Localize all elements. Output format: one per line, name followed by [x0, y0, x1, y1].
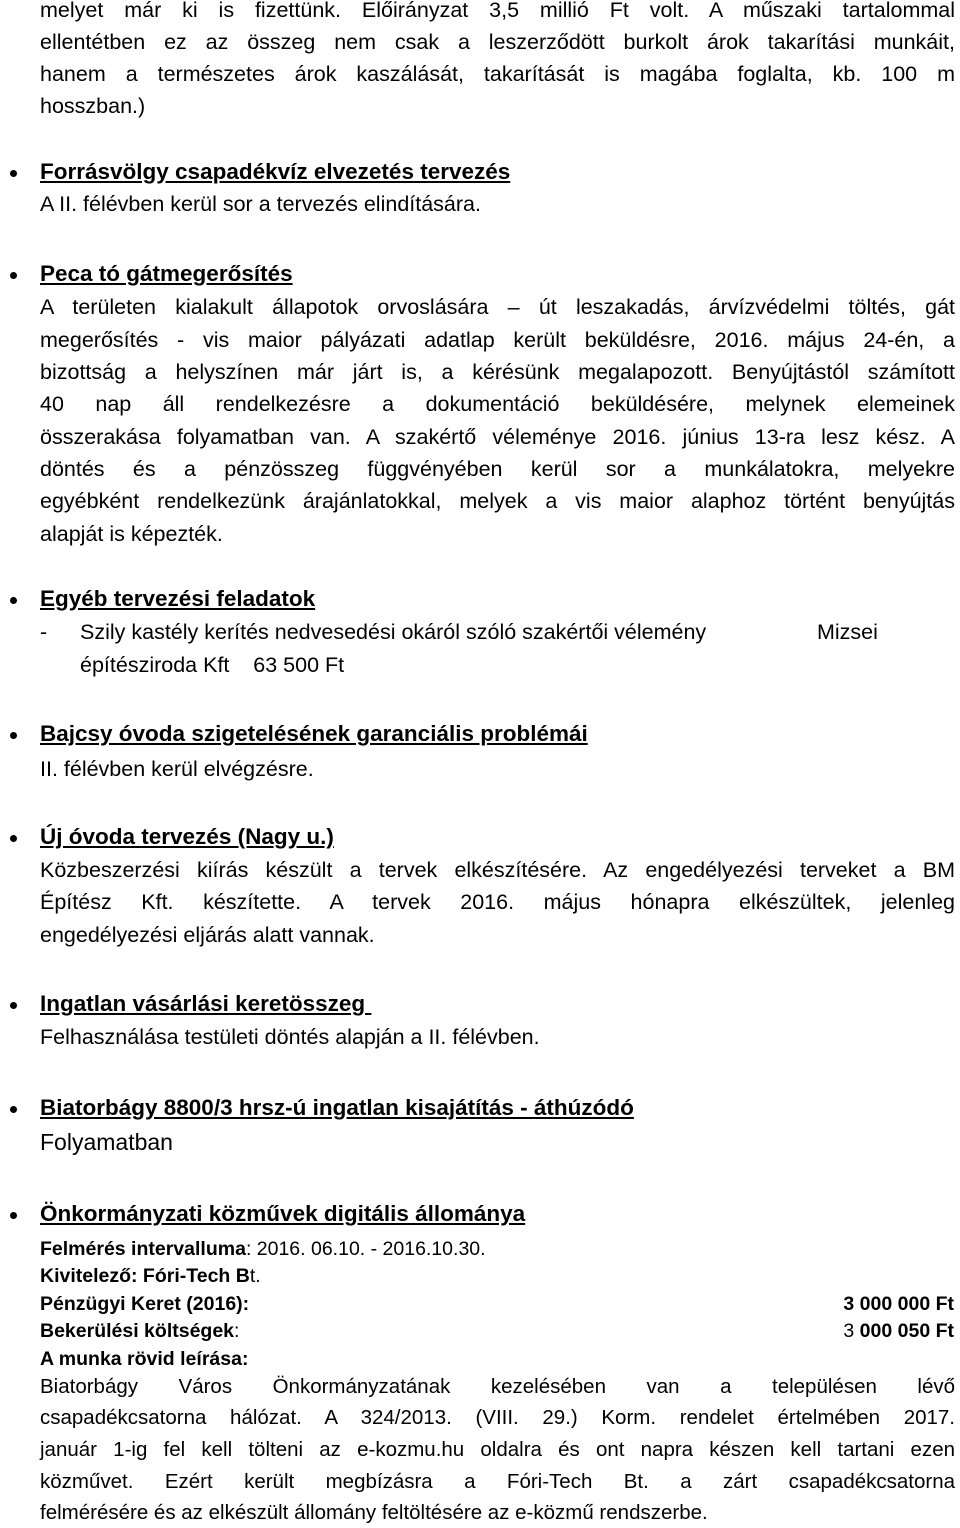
- section-title-uj-ovoda: Új óvoda tervezés (Nagy u.): [40, 824, 334, 849]
- bullet-icon: [10, 597, 17, 604]
- bullet-icon: [10, 170, 17, 177]
- intro-line-3: hanem a természetes árok kaszálását, takarítását is magába foglalta, kb. 100 m: [40, 62, 955, 86]
- bullet-icon: [10, 1212, 17, 1219]
- section-text: 40 nap áll rendelkezésre a dokumentáció beküldésére, melynek elemeinek: [40, 392, 955, 416]
- list-dash: -: [40, 620, 48, 644]
- bullet-icon: [10, 1106, 17, 1113]
- list-item-line2: építésziroda Kft 63 500 Ft: [80, 653, 345, 677]
- section-text: A területen kialakult állapotok orvoslására – út leszakadás, árvízvédelmi töltés, gát: [40, 295, 955, 319]
- desc-label: A munka rövid leírása:: [40, 1348, 249, 1370]
- section-title-egyeb-tervezesi: Egyéb tervezési feladatok: [40, 586, 316, 611]
- section-text: Építész Kft. készítette. A tervek 2016. május hónapra elkészültek, jelenleg: [40, 890, 955, 914]
- section-text: megerősítés - vis maior pályázati adatlap került beküldésre, 2016. május 24-én, a: [40, 328, 955, 352]
- budget-label: Pénzügyi Keret (2016):: [40, 1293, 250, 1315]
- contractor-label: Kivitelező: Fóri-Tech B: [40, 1265, 250, 1287]
- section-text: Felhasználása testületi döntés alapján a II. félévben.: [40, 1025, 540, 1049]
- survey-value: : 2016. 06.10. - 2016.10.30.: [245, 1238, 486, 1260]
- section-title-biatorbagy-kisajatitas: Biatorbágy 8800/3 hrsz-ú ingatlan kisajátítás - áthúzódó: [40, 1095, 634, 1120]
- section-text: A II. félévben kerül sor a tervezés elindítására.: [40, 192, 481, 216]
- section-title-peca-to: Peca tó gátmegerősítés: [40, 261, 293, 286]
- intro-line-1: melyet már ki is fizettünk. Előirányzat 3,5 millió Ft volt. A műszaki tartalommal: [40, 0, 955, 22]
- section-text: bizottság a helyszínen már járt is, a kérésünk megalapozott. Benyújtástól számított: [40, 360, 955, 384]
- desc-line: közművet. Ezért került megbízásra a Fóri-Tech Bt. a zárt csapadékcsatorna: [40, 1470, 955, 1493]
- bullet-icon: [10, 835, 17, 842]
- desc-line: csapadékcsatorna hálózat. A 324/2013. (VIII. 29.) Korm. rendelet értelmében 2017.: [40, 1406, 955, 1429]
- section-text: II. félévben kerül elvégzésre.: [40, 757, 314, 781]
- section-text: engedélyezési eljárás alatt vannak.: [40, 923, 375, 947]
- budget-value: 3 000 000 Ft: [843, 1293, 954, 1315]
- section-text: összerakása folyamatban van. A szakértő véleménye 2016. június 13-ra lesz kész. A: [40, 425, 955, 449]
- section-title-kozmuvek-digitalis: Önkormányzati közművek digitális állománya: [40, 1201, 526, 1226]
- cost-value-rest: 000 050 Ft: [854, 1320, 954, 1342]
- cost-value-prefix: 3: [843, 1320, 855, 1342]
- contractor-suffix: t.: [249, 1265, 261, 1287]
- section-title-forrasvolgy: Forrásvölgy csapadékvíz elvezetés tervezés: [40, 159, 511, 184]
- list-item-text: Szily kastély kerítés nedvesedési okáról szóló szakértői vélemény: [80, 620, 707, 644]
- survey-interval: [40, 1240, 486, 1260]
- survey-label: Felmérés intervalluma: [40, 1238, 246, 1260]
- cost-row: [40, 1322, 239, 1342]
- cost-colon: :: [234, 1320, 240, 1342]
- intro-line-2: ellentétben ez az összeg nem csak a leszerződött burkolt árok takarítási munkáit,: [40, 30, 955, 54]
- section-title-bajcsy-ovoda: Bajcsy óvoda szigetelésének garanciális problémái: [40, 721, 588, 746]
- desc-line: felmérésére és az elkészült állomány feltöltésére az e-közmű rendszerbe.: [40, 1501, 708, 1524]
- contractor: [40, 1267, 261, 1287]
- section-title-ingatlan-vasarlasi: Ingatlan vásárlási keretösszeg: [40, 991, 372, 1016]
- section-text: Folyamatban: [40, 1129, 173, 1155]
- bullet-icon: [10, 272, 17, 279]
- section-text: alapját is képezték.: [40, 522, 223, 546]
- desc-line: január 1-ig fel kell tölteni az e-kozmu.hu oldalra és ont napra készen kell tartani ezen: [40, 1438, 955, 1461]
- bullet-icon: [10, 1002, 17, 1009]
- section-text: Közbeszerzési kiírás készült a tervek elkészítésére. Az engedélyezési terveket a BM: [40, 858, 955, 882]
- section-text: döntés és a pénzösszeg függvényében kerül sor a munkálatokra, melyekre: [40, 457, 955, 481]
- list-item-vendor: Mizsei: [817, 620, 878, 644]
- desc-line: Biatorbágy Város Önkormányzatának kezelésében van a településen lévő: [40, 1375, 955, 1398]
- bullet-icon: [10, 732, 17, 739]
- cost-value: [843, 1322, 954, 1342]
- intro-line-4: hosszban.): [40, 94, 146, 118]
- section-text: egyébként rendelkezünk árajánlatokkal, melyek a vis maior alaphoz történt benyújtás: [40, 489, 955, 513]
- cost-label: Bekerülési költségek: [40, 1320, 235, 1342]
